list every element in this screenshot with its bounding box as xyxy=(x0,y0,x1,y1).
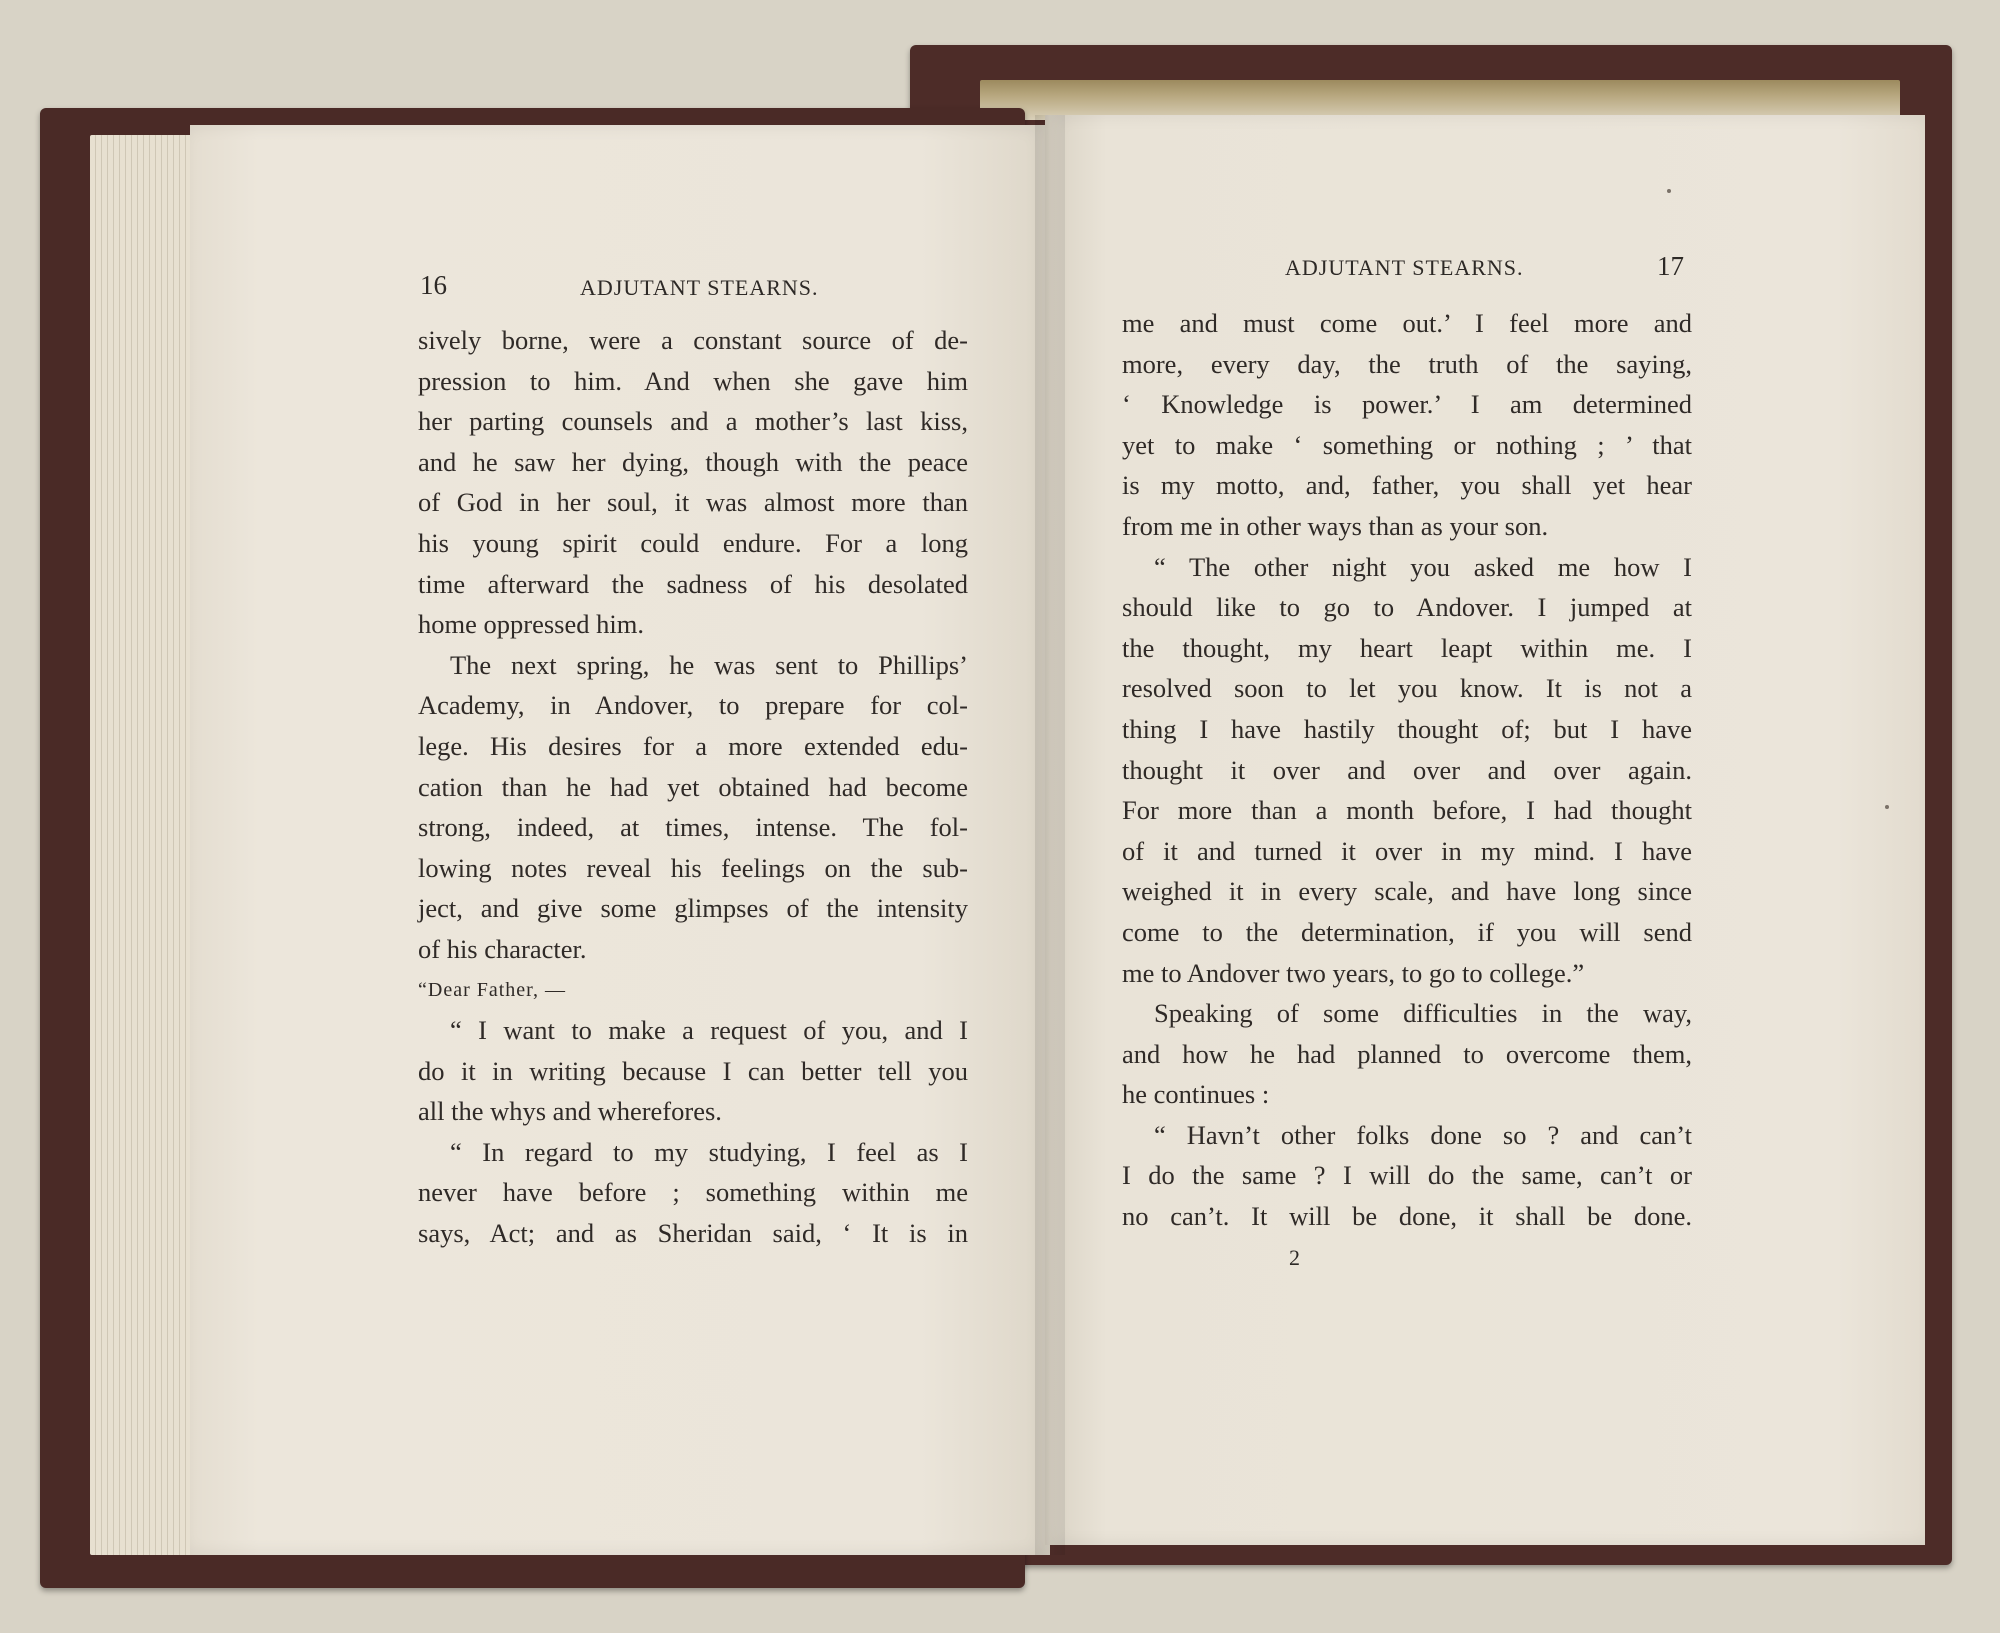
text-line: the thought, my heart leapt within me. I xyxy=(1122,632,1692,663)
text-line: “ I want to make a request of you, and I xyxy=(450,1015,968,1046)
running-header-left: ADJUTANT STEARNS. xyxy=(580,275,819,300)
text-line: thing I have hastily thought of; but I have xyxy=(1122,713,1692,744)
text-line: me and must come out.’ I feel more and xyxy=(1122,308,1692,338)
paper-speck xyxy=(1667,189,1671,193)
page-edges-top xyxy=(980,80,1900,120)
right-page xyxy=(1045,115,1925,1545)
page-number-left: 16 xyxy=(420,270,447,300)
text-line: weighed it in every scale, and have long since xyxy=(1122,876,1692,907)
text-line: home oppressed him. xyxy=(418,609,644,640)
text-line: no can’t. It will be done, it shall be done. xyxy=(1122,1201,1692,1232)
text-line: says, Act; and as Sheridan said, ‘ It is in xyxy=(418,1218,968,1249)
text-line: thought it over and over and over again. xyxy=(1122,754,1692,785)
text-line: cation than he had yet obtained had become xyxy=(418,771,968,802)
text-line: ‘ Knowledge is power.’ I am determined xyxy=(1122,389,1692,420)
text-line: lege. His desires for a more extended edu- xyxy=(418,730,968,761)
text-line: should like to go to Andover. I jumped at xyxy=(1122,592,1692,623)
left-page-body xyxy=(418,320,968,1254)
text-line: “Dear Father, — xyxy=(418,978,567,1001)
running-header-right: ADJUTANT STEARNS. xyxy=(1285,255,1524,280)
text-line: resolved soon to let you know. It is not a xyxy=(1122,673,1692,704)
text-line: her parting counsels and a mother’s last kiss, xyxy=(418,406,968,437)
text-line: come to the determination, if you will send xyxy=(1122,916,1692,947)
right-page-body xyxy=(1122,303,1692,1237)
text-line: of it and turned it over in my mind. I have xyxy=(1122,835,1692,866)
text-line: time afterward the sadness of his desolated xyxy=(418,568,968,599)
text-line: yet to make ‘ something or nothing ; ’ that xyxy=(1122,429,1692,460)
page-number-right: 17 xyxy=(1657,251,1684,281)
text-line: I do the same ? I will do the same, can’t or xyxy=(1122,1160,1692,1191)
text-line: more, every day, the truth of the saying, xyxy=(1122,348,1692,379)
text-line: is my motto, and, father, you shall yet hear xyxy=(1122,470,1692,501)
text-line: all the whys and wherefores. xyxy=(418,1096,722,1127)
text-line: he continues : xyxy=(1122,1079,1270,1110)
text-line: The next spring, he was sent to Phillips’ xyxy=(450,649,968,680)
text-line: of his character. xyxy=(418,933,587,964)
left-page xyxy=(190,125,1050,1555)
text-line: “ Havn’t other folks done so ? and can’t xyxy=(1154,1119,1692,1150)
page-edges-left xyxy=(90,135,200,1555)
text-line: lowing notes reveal his feelings on the sub- xyxy=(418,852,968,883)
text-line: never have before ; something within me xyxy=(418,1177,968,1208)
text-line: Academy, in Andover, to prepare for col- xyxy=(418,690,968,721)
text-line: “ In regard to my studying, I feel as I xyxy=(450,1136,968,1167)
text-line: of God in her soul, it was almost more than xyxy=(418,487,968,518)
text-line: sively borne, were a constant source of de- xyxy=(418,325,968,355)
text-line: Speaking of some difficulties in the way, xyxy=(1154,998,1692,1029)
text-line: do it in writing because I can better tell you xyxy=(418,1055,968,1086)
text-line: pression to him. And when she gave him xyxy=(418,365,968,396)
signature-mark: 2 xyxy=(1289,1245,1300,1270)
book-gutter xyxy=(1035,115,1065,1555)
text-line: ject, and give some glimpses of the intensity xyxy=(418,893,968,924)
text-line: me to Andover two years, to go to college.” xyxy=(1122,957,1585,988)
text-line: and how he had planned to overcome them, xyxy=(1122,1038,1692,1069)
paper-speck xyxy=(1885,805,1889,809)
text-line: “ The other night you asked me how I xyxy=(1154,551,1692,582)
text-line: For more than a month before, I had thought xyxy=(1122,795,1692,826)
text-line: strong, indeed, at times, intense. The fol- xyxy=(418,812,968,843)
text-line: his young spirit could endure. For a long xyxy=(418,527,968,558)
text-line: from me in other ways than as your son. xyxy=(1122,510,1549,541)
text-line: and he saw her dying, though with the peace xyxy=(418,446,968,477)
